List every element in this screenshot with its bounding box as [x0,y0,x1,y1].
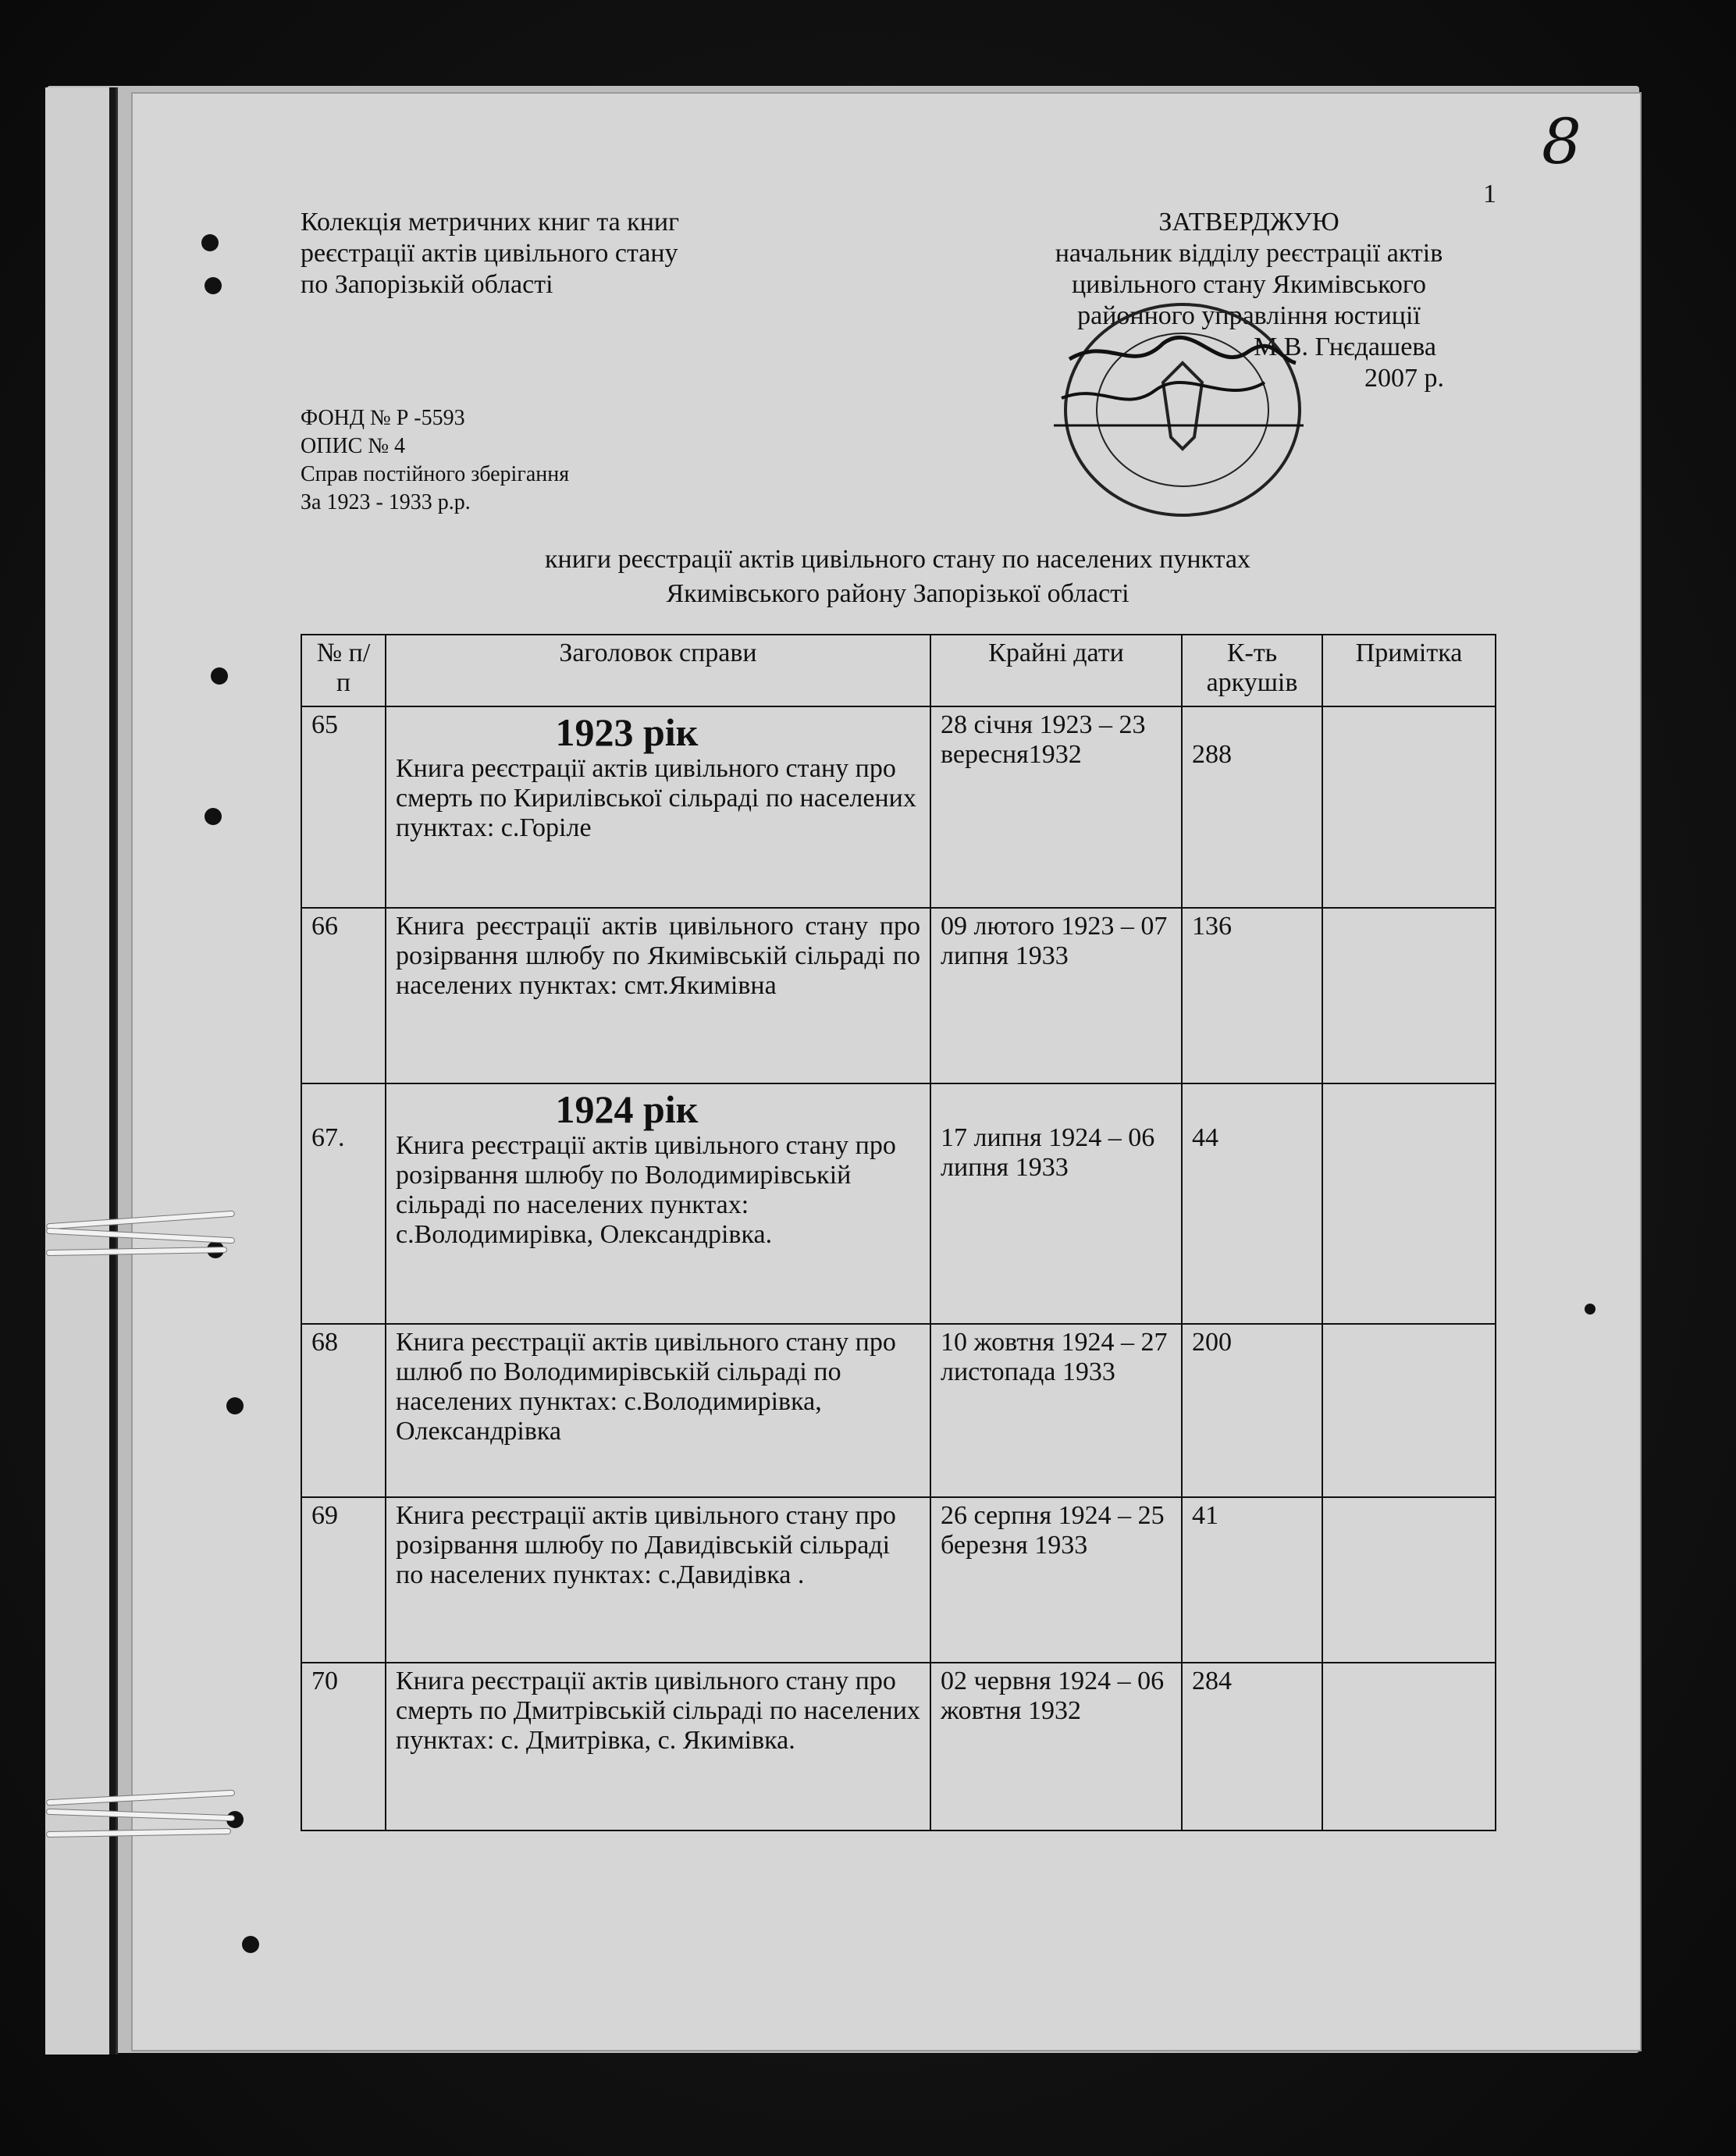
row-note [1322,1083,1496,1324]
row-number: 66 [301,908,386,1083]
row-title [386,908,930,1083]
col-header-dates: Крайні дати [930,635,1182,706]
row-sheets: 41 [1182,1497,1322,1663]
approval-title: ЗАТВЕРДЖУЮ [1158,208,1339,237]
fond-number: ФОНД № Р -5593 [301,406,465,430]
approval-date: 2007 р. [1364,364,1444,393]
row-dates [930,1083,1182,1324]
row-note [1322,1497,1496,1663]
table-row [301,1663,1496,1830]
row-title [386,1497,930,1663]
row-note [1322,1663,1496,1830]
row-title [386,1324,930,1497]
row-dates: 10 жовтня 1924 – 27 листопада 1933 [930,1324,1182,1497]
row-sheets-value: 44 [1192,1123,1218,1152]
col-header-title: Заголовок справи [386,635,930,706]
col-header-number: № п/п [301,635,386,706]
table-row [301,1497,1496,1663]
table-row [301,908,1496,1083]
table-row [301,1324,1496,1497]
table-row [301,1083,1496,1324]
official-seal-stamp [1038,289,1319,523]
archive-folio-mark: 8 [1542,105,1581,178]
row-title-text: Книга реєстрації актів цивільного стану про смерть по Кирилівської сільраді по населених пунктах: с.Горіле [396,754,916,842]
year-heading: 1924 рік [555,1087,699,1131]
row-sheets [1182,1083,1322,1324]
collection-line: реєстрації актів цивільного стану [301,239,678,268]
row-title-text: Книга реєстрації актів цивільного стану про смерть по Дмитрівській сільраді по населених пунктах: с. Дмитрівка, с. Якимівка. [396,1667,920,1755]
row-title [386,1663,930,1830]
row-dates: 26 серпня 1924 – 25 березня 1933 [930,1497,1182,1663]
row-title-text: Книга реєстрації актів цивільного стану про розірвання шлюбу по Володимирівській сільраді по населених пунктах: с.Володимирівка, Олександрівка. [396,1131,896,1249]
storage-type: Справ постійного зберігання [301,462,570,486]
registry-table [301,634,1496,1831]
collection-line: по Запорізькій області [301,270,553,299]
row-sheets: 136 [1182,908,1322,1083]
col-header-note: Примітка [1322,635,1496,706]
period: За 1923 - 1933 р.р. [301,490,471,514]
row-number-value: 67. [311,1123,345,1152]
row-note [1322,1324,1496,1497]
collection-line: Колекція метричних книг та книг [301,208,680,237]
binding-hole [211,667,228,685]
fond-info [301,404,569,517]
title-line: книги реєстрації актів цивільного стану по населених пунктах [545,545,1250,574]
row-number: 69 [301,1497,386,1663]
col-header-sheets: К-ть аркушів [1182,635,1322,706]
binding-edge [109,87,116,2055]
row-dates: 09 лютого 1923 – 07 липня 1933 [930,908,1182,1083]
collection-header [301,207,679,301]
row-number: 68 [301,1324,386,1497]
row-number: 70 [301,1663,386,1830]
table-header-row [301,635,1496,706]
row-sheets [1182,706,1322,908]
speck [1585,1304,1595,1315]
table-row [301,706,1496,908]
approval-line: начальник відділу реєстрації актів [1055,239,1443,268]
binding-hole [242,1936,259,1953]
page-number: 1 [1483,180,1496,208]
row-title [386,706,930,908]
row-number: 65 [301,706,386,908]
binding-hole [205,277,222,294]
row-sheets-value: 288 [1192,740,1232,769]
binding-hole [201,234,219,251]
year-heading: 1923 рік [555,710,699,754]
binding-hole [226,1397,244,1414]
row-title [386,1083,930,1324]
binding-hole [205,808,222,825]
row-title-text: Книга реєстрації актів цивільного стану про шлюб по Володимирівській сільраді по населених пунктах: с.Володимирівка, Олександрівка [396,1328,896,1446]
row-sheets: 284 [1182,1663,1322,1830]
row-title-text: Книга реєстрації актів цивільного стану про розірвання шлюбу по Якимівській сільраді по населених пунктах: смт.Якимівна [396,912,920,1000]
opys-number: ОПИС № 4 [301,434,406,458]
approval-line: цивільного стану Якимівського [1071,270,1426,299]
row-note [1322,706,1496,908]
row-dates: 02 червня 1924 – 06 жовтня 1932 [930,1663,1182,1830]
row-dates: 28 січня 1923 – 23 вересня1932 [930,706,1182,908]
row-title-text: Книга реєстрації актів цивільного стану про розірвання шлюбу по Давидівській сільраді по населених пунктах: с.Давидівка . [396,1501,896,1589]
signature-name: М.В. Гнєдашева [1254,333,1436,361]
document-title [301,543,1495,611]
row-sheets: 200 [1182,1324,1322,1497]
row-dates-value: 17 липня 1924 – 06 липня 1933 [941,1123,1155,1182]
binding-margin [45,87,118,2055]
approval-line: районного управління юстиції [1077,301,1421,330]
title-line: Якимівського району Запорізької області [666,579,1129,608]
row-note [1322,908,1496,1083]
